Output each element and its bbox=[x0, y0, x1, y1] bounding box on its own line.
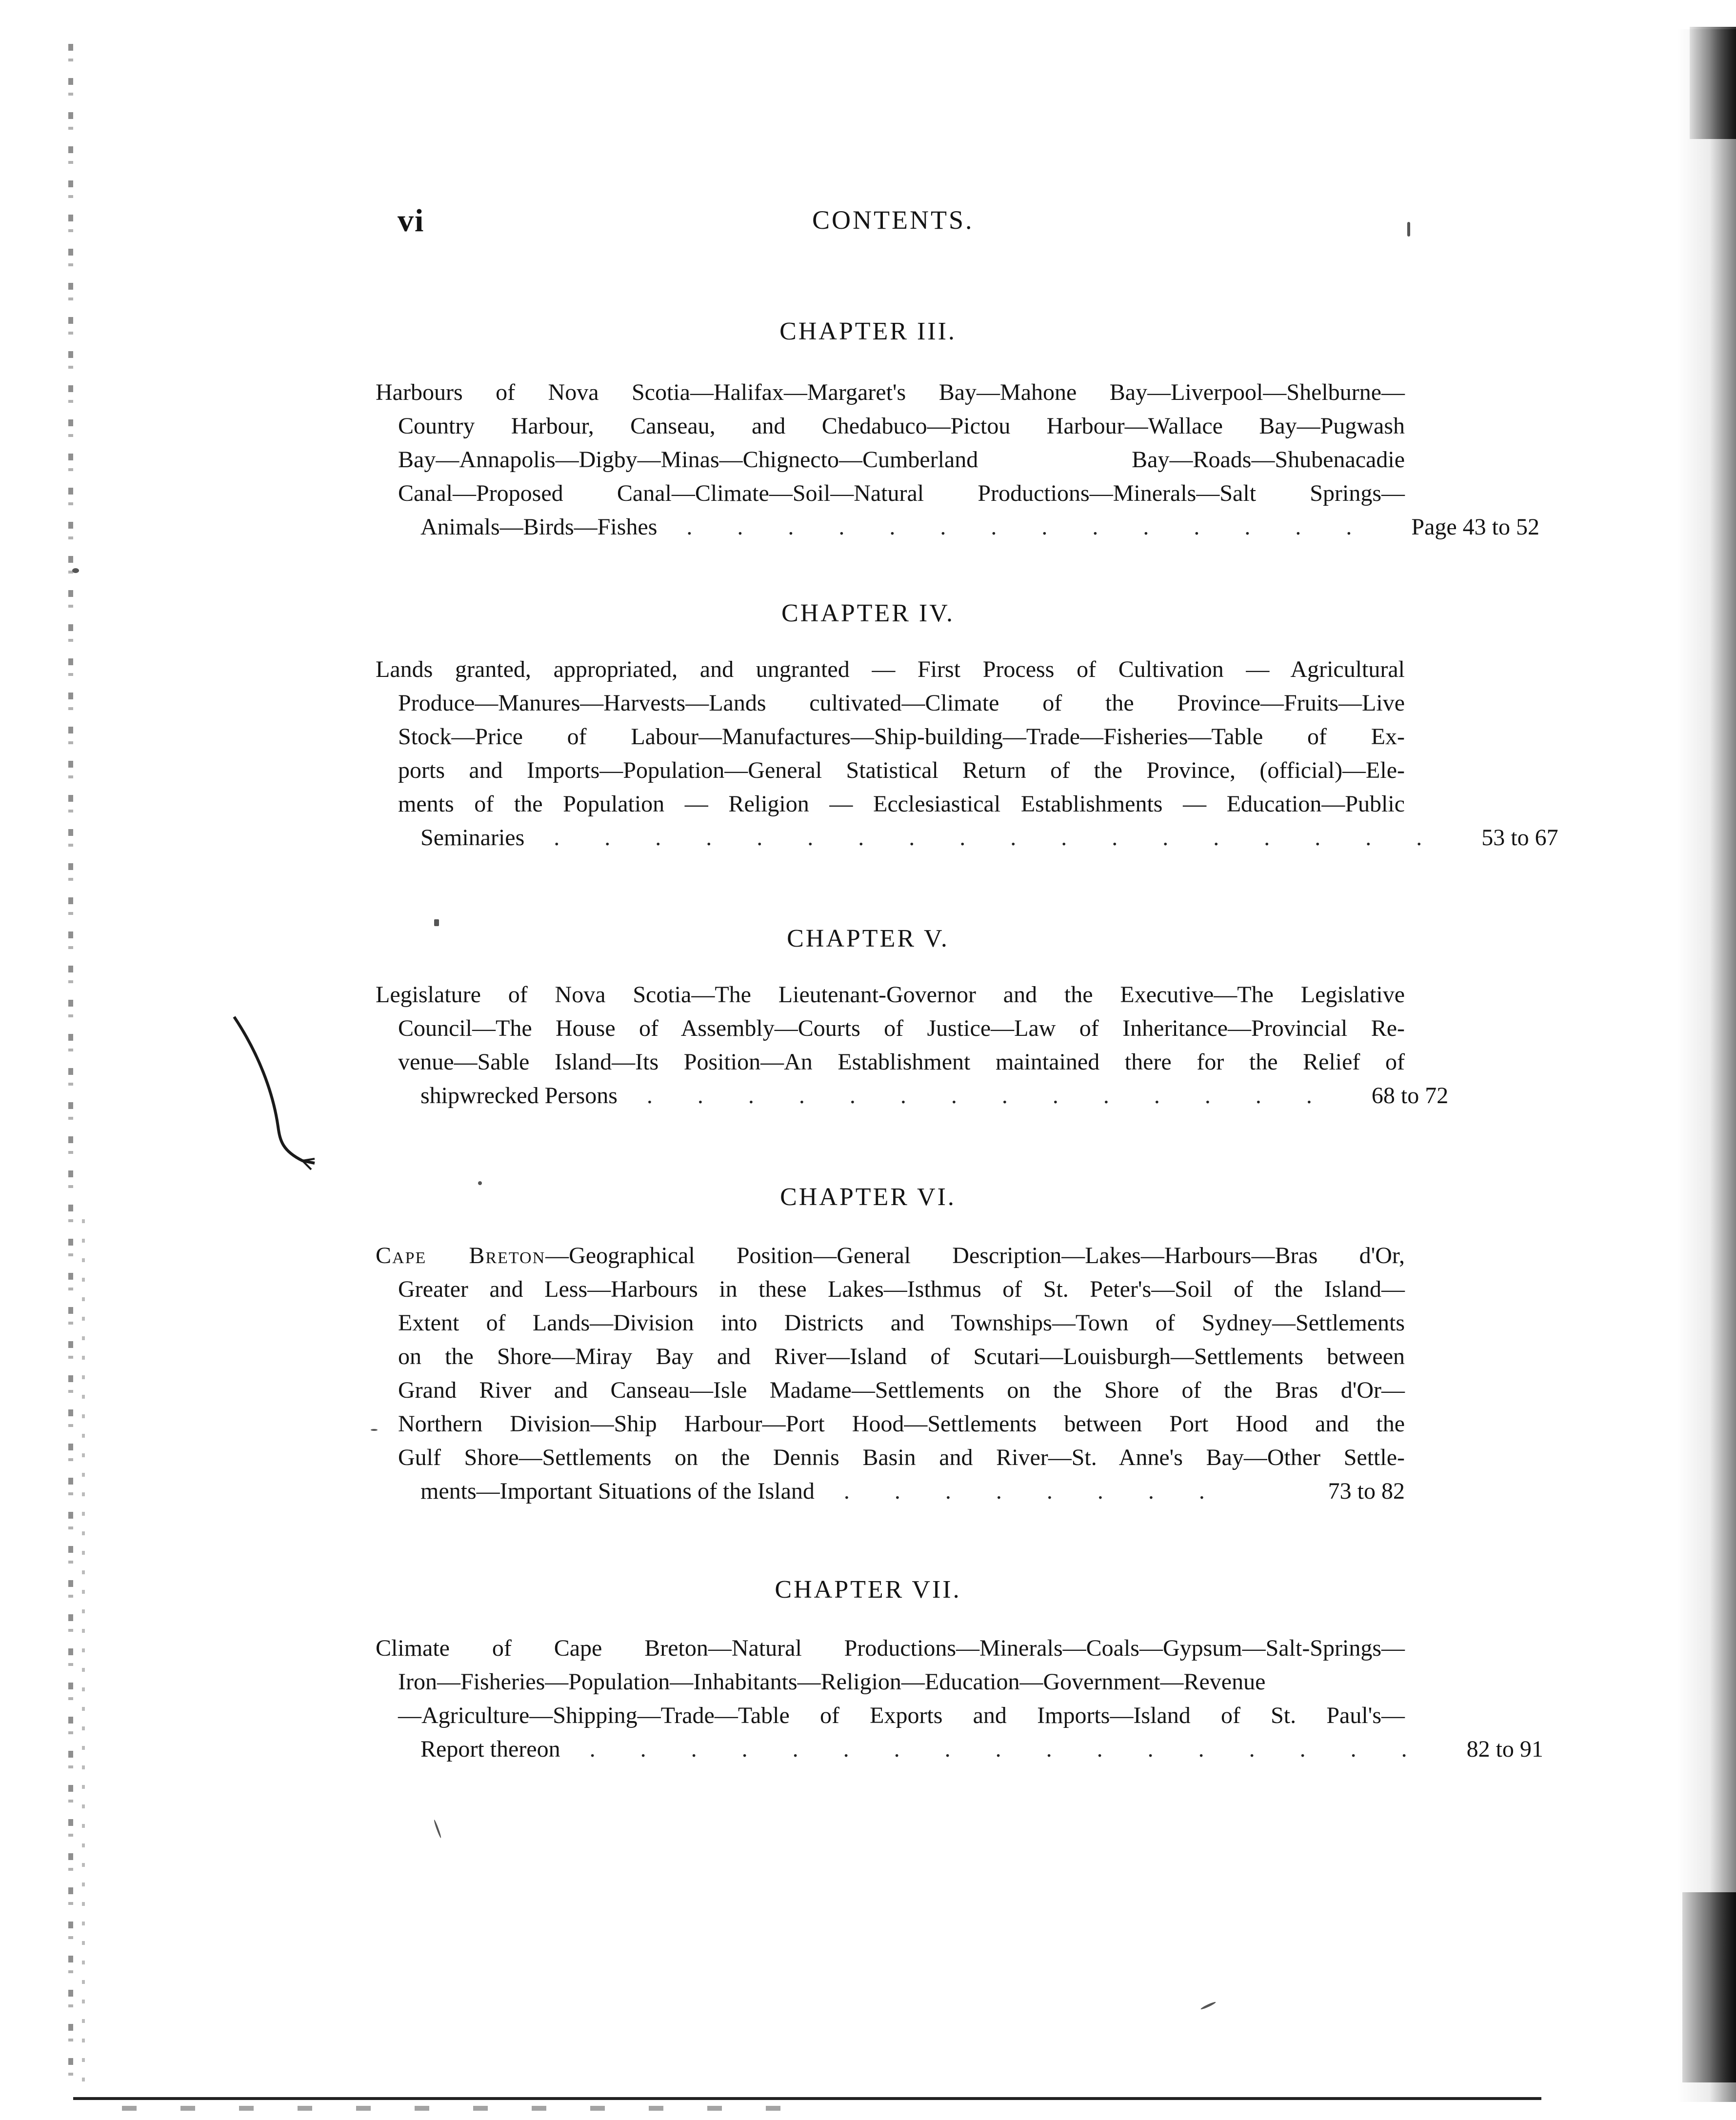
scan-edge-left-secondary bbox=[82, 1219, 85, 2087]
summary-last-line bbox=[420, 821, 1558, 854]
summary-line: on the Shore—Miray Bay and River—Island of Scutari—Louisburgh—Settlements between bbox=[398, 1344, 1405, 1369]
scan-speck bbox=[433, 1820, 441, 1839]
page-range: Page 43 to 52 bbox=[1411, 514, 1540, 540]
summary-line: Council—The House of Assembly—Courts of Justice—Law of Inheritance—Provincial Re- bbox=[398, 1015, 1405, 1041]
summary-line: Legislature of Nova Scotia—The Lieutenant-Governor and the Executive—The Legislative bbox=[376, 982, 1405, 1008]
scan-speck bbox=[1200, 2001, 1217, 2010]
summary-line: Seminaries bbox=[420, 825, 525, 851]
scan-edge-right-bottom bbox=[1682, 1892, 1736, 2082]
summary-line-rest: —Geographical Position—General Description—Lakes—Harbours—Bras d'Or, bbox=[545, 1243, 1405, 1268]
scan-dust-bottom bbox=[122, 2106, 805, 2111]
dot-leader: .............. bbox=[686, 514, 1397, 540]
chapter-heading: CHAPTER III. bbox=[779, 317, 957, 345]
summary-line: Climate of Cape Breton—Natural Productions—Minerals—Coals—Gypsum—Salt-Springs— bbox=[376, 1635, 1405, 1661]
chapter-heading: CHAPTER IV. bbox=[781, 599, 955, 627]
summary-line: Lands granted, appropriated, and ungranted — First Process of Cultivation — Agricultural bbox=[376, 656, 1405, 682]
summary-line: Report thereon bbox=[420, 1736, 560, 1762]
ink-stroke-mark bbox=[229, 1014, 327, 1170]
summary-line: Gulf Shore—Settlements on the Dennis Basin and River—St. Anne's Bay—Other Settle- bbox=[398, 1445, 1405, 1470]
summary-line: Harbours of Nova Scotia—Halifax—Margaret's Bay—Mahone Bay—Liverpool—Shelburne— bbox=[376, 379, 1405, 405]
summary-line: ports and Imports—Population—General Statistical Return of the Province, (official)—Ele- bbox=[398, 757, 1405, 783]
summary-line: Greater and Less—Harbours in these Lakes—Isthmus of St. Peter's—Soil of the Island— bbox=[398, 1276, 1405, 1302]
summary-line: Grand River and Canseau—Isle Madame—Settlements on the Shore of the Bras d'Or— bbox=[398, 1377, 1405, 1403]
summary-line: ments of the Population — Religion — Ecclesiastical Establishments — Education—Public bbox=[398, 791, 1405, 817]
chapter-summary bbox=[376, 376, 1540, 544]
summary-line: Bay—Annapolis—Digby—Minas—Chignecto—Cumberland Bay—Roads—Shubenacadie bbox=[398, 447, 1405, 473]
scan-speck bbox=[371, 1429, 378, 1431]
chapter-summary bbox=[376, 1631, 1543, 1766]
summary-last-line bbox=[420, 1079, 1449, 1112]
summary-last-line bbox=[420, 510, 1540, 544]
chapter-summary bbox=[376, 1239, 1405, 1508]
chapter-heading: CHAPTER VI. bbox=[780, 1183, 956, 1211]
summary-line: shipwrecked Persons bbox=[420, 1083, 618, 1109]
summary-line: Stock—Price of Labour—Manufactures—Ship-building—Trade—Fisheries—Table of Ex- bbox=[398, 724, 1405, 750]
summary-line: Extent of Lands—Division into Districts and Townships—Town of Sydney—Settlements bbox=[398, 1310, 1405, 1336]
summary-line: Country Harbour, Canseau, and Chedabuco—Pictou Harbour—Wallace Bay—Pugwash bbox=[398, 413, 1405, 439]
scan-speck bbox=[72, 568, 79, 573]
running-title: CONTENTS. bbox=[812, 205, 974, 235]
place-name-smallcaps: Cape Breton bbox=[376, 1243, 546, 1268]
scan-edge-right-top bbox=[1690, 27, 1736, 139]
summary-line: Iron—Fisheries—Population—Inhabitants—Religion—Education—Government—Revenue bbox=[398, 1669, 1266, 1695]
summary-last-line bbox=[420, 1732, 1543, 1766]
dot-leader: ........ bbox=[843, 1478, 1250, 1504]
page-range: 68 to 72 bbox=[1371, 1083, 1449, 1109]
dot-leader: .............. bbox=[646, 1083, 1357, 1109]
page-range: 73 to 82 bbox=[1328, 1478, 1405, 1504]
summary-line: —Agriculture—Shipping—Trade—Table of Exports and Imports—Island of St. Paul's— bbox=[398, 1703, 1405, 1728]
summary-line: ments—Important Situations of the Island bbox=[420, 1478, 815, 1504]
summary-line: Canal—Proposed Canal—Climate—Soil—Natural Productions—Minerals—Salt Springs— bbox=[398, 480, 1405, 506]
dot-leader: .................. bbox=[554, 825, 1467, 851]
summary-line-first bbox=[376, 1239, 1405, 1272]
page-range: 53 to 67 bbox=[1481, 825, 1558, 851]
chapter-heading: CHAPTER VII. bbox=[775, 1576, 961, 1604]
summary-line: Animals—Birds—Fishes bbox=[420, 514, 658, 540]
scan-speck bbox=[1407, 222, 1410, 237]
page-bottom-rule bbox=[73, 2097, 1541, 2100]
dot-leader: ................. bbox=[589, 1736, 1452, 1762]
scan-edge-left bbox=[68, 44, 73, 2092]
chapter-heading: CHAPTER V. bbox=[787, 925, 949, 952]
chapter-summary bbox=[376, 653, 1558, 854]
summary-last-line bbox=[420, 1474, 1405, 1508]
page-range: 82 to 91 bbox=[1466, 1736, 1543, 1762]
summary-line: venue—Sable Island—Its Position—An Establishment maintained there for the Relief of bbox=[398, 1049, 1405, 1075]
summary-line: Produce—Manures—Harvests—Lands cultivated—Climate of the Province—Fruits—Live bbox=[398, 690, 1405, 716]
page-folio: vi bbox=[398, 203, 425, 238]
summary-line: Northern Division—Ship Harbour—Port Hood—Settlements between Port Hood and the bbox=[398, 1411, 1405, 1437]
chapter-summary bbox=[376, 978, 1449, 1112]
